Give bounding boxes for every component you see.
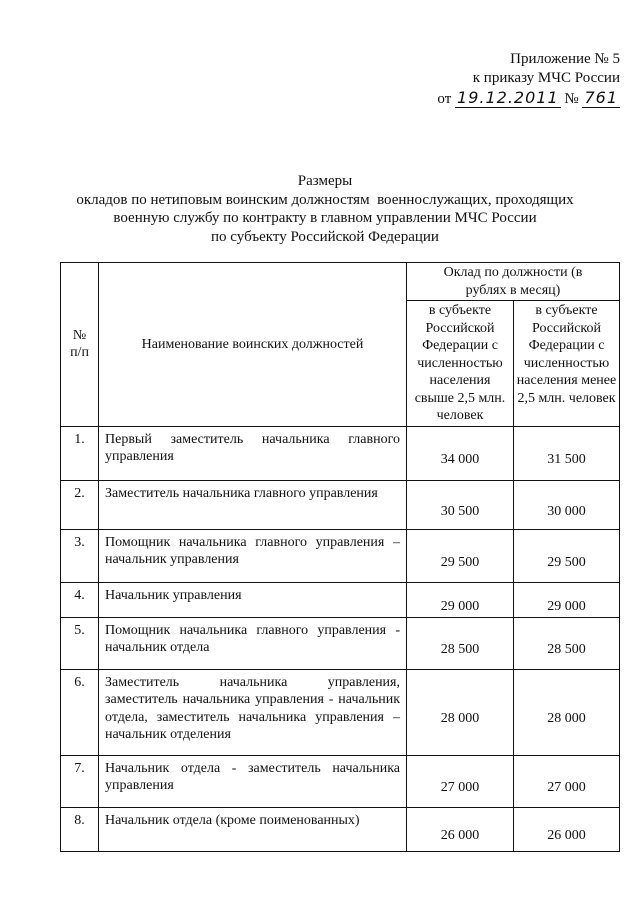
salary-table	[60, 262, 620, 852]
salary-above: 34 000	[407, 426, 514, 480]
header-salary: Оклад по должности (в рублях в месяц)	[407, 263, 620, 301]
table-row	[61, 755, 620, 807]
salary-above: 29 000	[407, 582, 514, 617]
appendix-title: Приложение № 5	[510, 51, 620, 67]
table-row	[61, 582, 620, 617]
table-row	[61, 426, 620, 480]
position-name: Заместитель начальника управления, заместитель начальника управления - начальник отдела, заместитель начальника управления – начальник отделения	[99, 669, 407, 755]
position-name: Помощник начальника главного управления – начальник управления	[99, 529, 407, 582]
row-number: 4.	[61, 582, 99, 617]
salary-above: 29 500	[407, 529, 514, 582]
number-prefix: №	[564, 91, 579, 107]
salary-above: 28 500	[407, 617, 514, 669]
appendix-date-line	[400, 88, 620, 109]
appendix-header	[400, 50, 620, 109]
salary-below: 27 000	[514, 755, 620, 807]
table-row	[61, 617, 620, 669]
salary-above: 30 500	[407, 480, 514, 529]
title-line-3: по субъекту Российской Федерации	[211, 228, 439, 245]
table-row	[61, 669, 620, 755]
row-number: 8.	[61, 807, 99, 851]
salary-below: 30 000	[514, 480, 620, 529]
row-number: 5.	[61, 617, 99, 669]
row-number: 1.	[61, 426, 99, 480]
salary-below: 28 000	[514, 669, 620, 755]
date-prefix: от	[437, 91, 452, 107]
handwritten-number: 761	[584, 88, 618, 107]
salary-below: 28 500	[514, 617, 620, 669]
row-number: 2.	[61, 480, 99, 529]
salary-above: 28 000	[407, 669, 514, 755]
position-name: Начальник отдела (кроме поименованных)	[99, 807, 407, 851]
title-line-1: окладов по нетиповым воинским должностям военнослужащих, проходящих	[76, 191, 574, 208]
title-line-2: военную службу по контракту в главном управлении МЧС России	[113, 210, 537, 226]
row-number: 6.	[61, 669, 99, 755]
header-population-below: в субъекте Российской Федерации с численностью населения менее 2,5 млн. человек	[514, 301, 620, 427]
position-name: Помощник начальника главного управления - начальник отдела	[99, 617, 407, 669]
table-row	[61, 529, 620, 582]
salary-above: 27 000	[407, 755, 514, 807]
salary-below: 31 500	[514, 426, 620, 480]
position-name: Начальник управления	[99, 582, 407, 617]
document-title	[50, 172, 600, 246]
table-row	[61, 480, 620, 529]
salary-below: 26 000	[514, 807, 620, 851]
header-population-above: в субъекте Российской Федерации с численностью населения свыше 2,5 млн. человек	[407, 301, 514, 427]
header-position-name: Наименование воинских должностей	[99, 263, 407, 427]
appendix-order-ref: к приказу МЧС России	[472, 70, 620, 86]
position-name: Первый заместитель начальника главного управления	[99, 426, 407, 480]
handwritten-date: 19.12.2011	[457, 88, 559, 107]
table-row	[61, 807, 620, 851]
row-number: 3.	[61, 529, 99, 582]
header-number: № п/п	[61, 263, 99, 427]
title-heading: Размеры	[297, 173, 353, 189]
salary-below: 29 000	[514, 582, 620, 617]
row-number: 7.	[61, 755, 99, 807]
salary-below: 29 500	[514, 529, 620, 582]
position-name: Заместитель начальника главного управления	[99, 480, 407, 529]
salary-above: 26 000	[407, 807, 514, 851]
position-name: Начальник отдела - заместитель начальника управления	[99, 755, 407, 807]
